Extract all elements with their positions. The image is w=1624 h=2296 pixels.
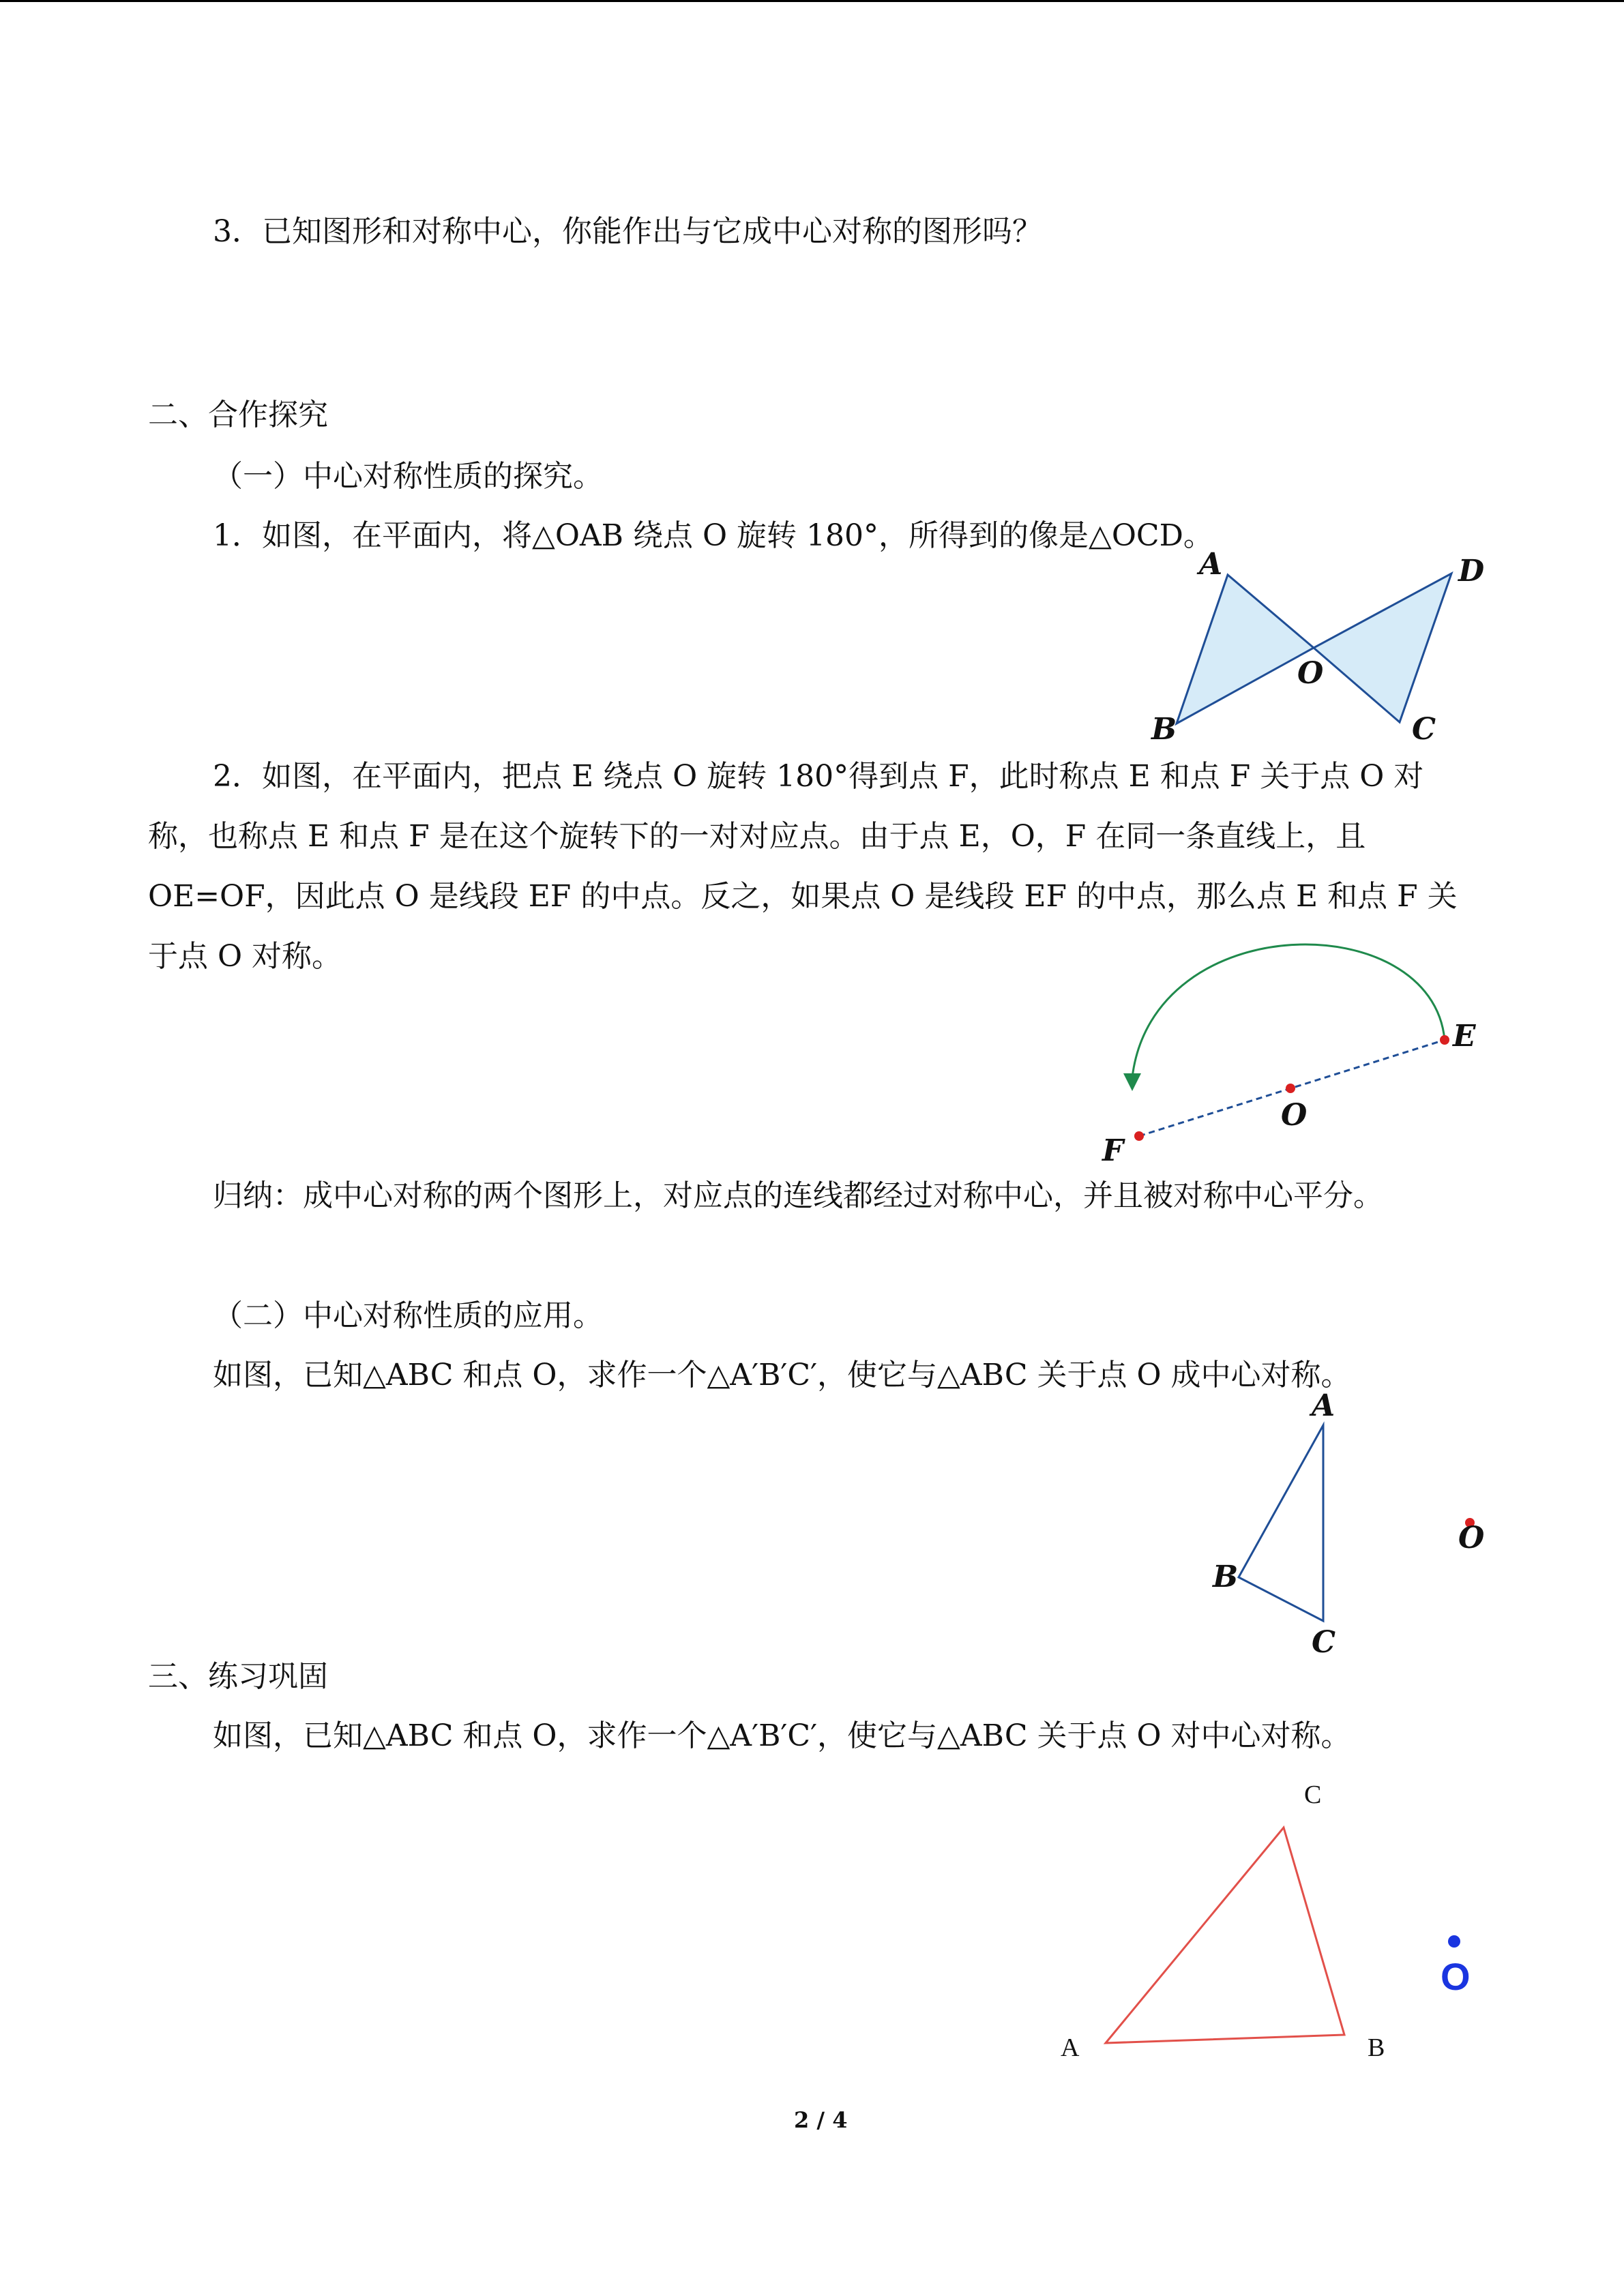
item-2-text: 2．如图，在平面内，把点 E 绕点 O 旋转 180°得到点 F，此时称点 E 和点 F 关于点 O 对称，也称点 E 和点 F 是在这个旋转下的一对对应点。由于点 E，O，F 在同一条直线上，且 OE=OF，因此点 O 是线段 EF 的中点。反之，如果点 O 是线段 EF 的中点，那么点 E 和点 F 关于点 O 对称。 xyxy=(148,759,1458,974)
label-b: B xyxy=(1213,1560,1239,1594)
practice-text: 如图，已知△ABC 和点 O，求作一个△A′B′C′，使它与△ABC 关于点 O 对中心对称。 xyxy=(213,1718,1351,1753)
label-c: C xyxy=(1312,1625,1336,1660)
label-f: F xyxy=(1102,1133,1124,1168)
label-e: E xyxy=(1453,1019,1476,1054)
triangle-ocd xyxy=(1314,573,1451,722)
arc-arrowhead xyxy=(1123,1073,1141,1091)
subsection-1-title: （一）中心对称性质的探究。 xyxy=(213,459,603,494)
item-1-text: 1．如图，在平面内，将△OAB 绕点 O 旋转 180°，所得到的像是△OCD。 xyxy=(213,518,1213,553)
label-c: C xyxy=(1304,1780,1322,1809)
label-c: C xyxy=(1412,712,1436,747)
page-number: 2 / 4 xyxy=(794,2107,848,2133)
subsection-2-title: （二）中心对称性质的应用。 xyxy=(213,1298,603,1333)
label-a: A xyxy=(1199,547,1223,582)
section-3-title: 三、练习巩固 xyxy=(148,1659,328,1694)
figure-triangle-abc xyxy=(1200,1384,1501,1660)
point-f xyxy=(1134,1131,1144,1141)
top-border xyxy=(0,0,1624,2)
figure-rotation-triangles xyxy=(1146,547,1501,750)
summary-text: 归纳：成中心对称的两个图形上，对应点的连线都经过对称中心，并且被对称中心平分。 xyxy=(213,1178,1383,1213)
label-o: O xyxy=(1297,656,1324,691)
label-o: O xyxy=(1281,1098,1308,1133)
section-2-title: 二、合作探究 xyxy=(148,398,328,432)
triangle-abc xyxy=(1239,1425,1323,1621)
label-o: O xyxy=(1441,1955,1471,1998)
point-o xyxy=(1448,1935,1460,1948)
point-e xyxy=(1440,1035,1449,1045)
question-3: 3．已知图形和对称中心，你能作出与它成中心对称的图形吗？ xyxy=(213,214,1042,249)
label-b: B xyxy=(1368,2033,1385,2062)
point-o xyxy=(1286,1084,1295,1093)
label-a: A xyxy=(1061,2033,1080,2062)
application-text: 如图，已知△ABC 和点 O，求作一个△A′B′C′，使它与△ABC 关于点 O 成中心对称。 xyxy=(213,1358,1351,1392)
triangle-abc xyxy=(1106,1828,1344,2043)
label-a: A xyxy=(1312,1388,1335,1423)
rotation-arc xyxy=(1132,944,1445,1077)
figure-practice-triangle xyxy=(1050,1780,1501,2080)
figure-point-rotation xyxy=(1091,921,1501,1173)
label-b: B xyxy=(1151,712,1177,747)
label-d: D xyxy=(1458,554,1485,588)
label-o: O xyxy=(1458,1521,1485,1555)
triangle-oab xyxy=(1177,575,1314,724)
